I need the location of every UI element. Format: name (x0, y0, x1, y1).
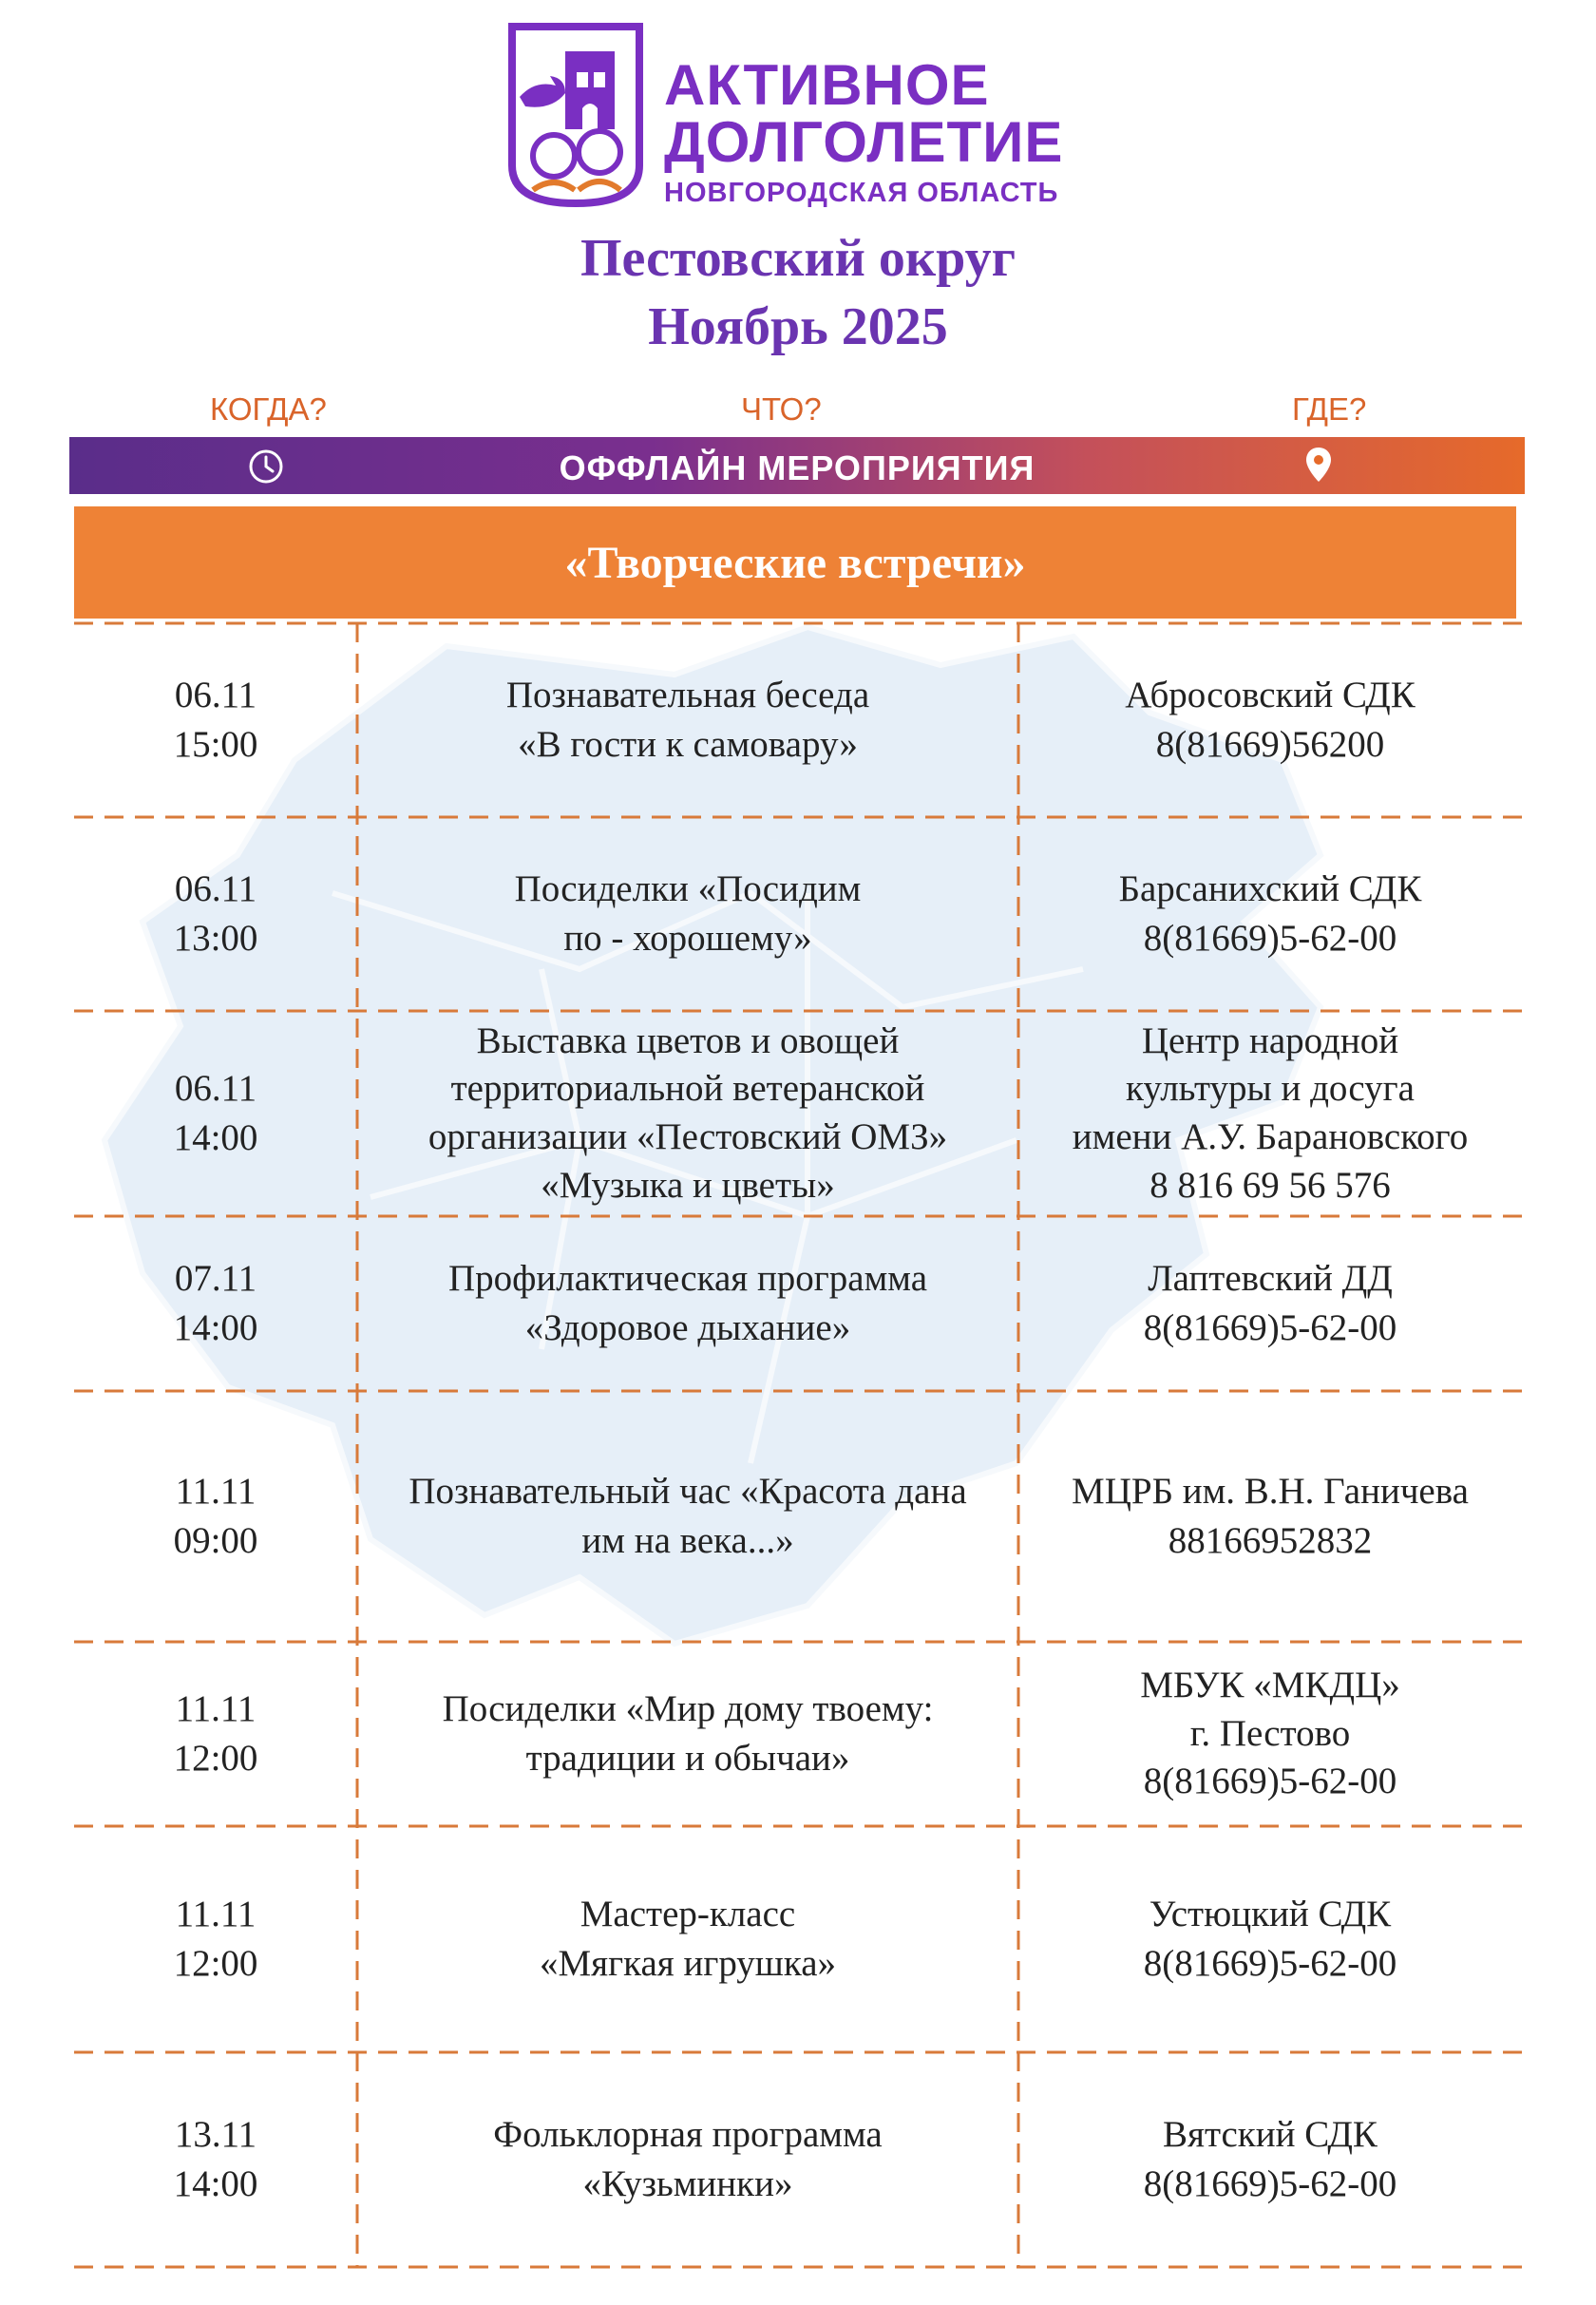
event-date: 06.11 (174, 867, 257, 909)
event-title-line: Фольклорная программа (493, 2113, 883, 2155)
header-when: КОГДА? (210, 391, 327, 427)
event-title-line: им на века...» (581, 1520, 794, 1561)
event-title-line: Мастер-класс (580, 1893, 796, 1934)
event-where (1018, 1642, 1522, 1826)
event-title-line: Посиделки «Мир дому твоему: (442, 1687, 934, 1729)
event-what (359, 623, 1016, 817)
event-title-line: «В гости к самовару» (518, 724, 858, 765)
page-title-district: Пестовский округ (580, 229, 1016, 288)
logo-text-line2: ДОЛГОЛЕТИЕ (664, 110, 1064, 174)
table-row (0, 1642, 1596, 1826)
event-when (74, 1011, 357, 1216)
event-venue-line: г. Пестово (1189, 1712, 1351, 1754)
event-where (1018, 1011, 1522, 1216)
event-where (1018, 1216, 1522, 1391)
event-when (74, 817, 357, 1011)
event-time: 15:00 (173, 724, 258, 765)
table-row (0, 1011, 1596, 1216)
table-row (0, 1826, 1596, 2052)
event-venue-line: Абросовский СДК (1125, 674, 1416, 715)
event-phone: 8(81669)5-62-00 (1143, 1761, 1397, 1802)
table-row (0, 623, 1596, 817)
event-what (359, 1216, 1016, 1391)
logo (506, 23, 1114, 213)
event-venue-line: Барсанихский СДК (1118, 867, 1422, 909)
event-date: 07.11 (174, 1257, 257, 1299)
event-what (359, 817, 1016, 1011)
event-title-line: Посиделки «Посидим (514, 867, 862, 909)
event-title-line: традиции и обычаи» (525, 1738, 850, 1779)
event-venue-line: МБУК «МКДЦ» (1140, 1664, 1400, 1705)
event-venue-line: Лаптевский ДД (1148, 1257, 1393, 1299)
event-title-line: «Музыка и цветы» (541, 1164, 835, 1206)
header-where: ГДЕ? (1292, 391, 1367, 427)
event-venue-line: имени А.У. Барановского (1072, 1116, 1469, 1157)
event-title-line: Выставка цветов и овощей (476, 1019, 900, 1061)
event-time: 14:00 (173, 1307, 258, 1348)
event-phone: 8 816 69 56 576 (1150, 1164, 1391, 1206)
event-where (1018, 2052, 1522, 2267)
event-time: 12:00 (173, 1943, 258, 1984)
band-label: ОФФЛАЙН МЕРОПРИЯТИЯ (559, 448, 1036, 487)
logo-text-region: НОВГОРОДСКАЯ ОБЛАСТЬ (664, 178, 1059, 208)
event-title-line: Познавательная беседа (505, 674, 870, 715)
event-time: 14:00 (173, 1117, 258, 1158)
event-title-line: «Мягкая игрушка» (539, 1943, 837, 1984)
event-date: 11.11 (175, 1687, 256, 1729)
logo-text-line1: АКТИВНОЕ (664, 53, 990, 117)
page-title-month: Ноябрь 2025 (648, 297, 948, 356)
event-time: 12:00 (173, 1738, 258, 1779)
section-title: «Творческие встречи» (74, 506, 1516, 619)
event-venue-line: культуры и досуга (1126, 1068, 1415, 1110)
event-title-line: территориальной ветеранской (450, 1068, 925, 1110)
event-date: 06.11 (174, 674, 257, 715)
event-when (74, 1391, 357, 1642)
event-venue-line: Центр народной (1141, 1019, 1399, 1061)
event-title-line: организации «Пестовский ОМЗ» (428, 1116, 948, 1157)
event-phone: 8(81669)5-62-00 (1143, 1943, 1397, 1984)
offline-events-band (69, 437, 1525, 494)
event-date: 11.11 (175, 1470, 256, 1512)
event-what (359, 1011, 1016, 1216)
event-time: 09:00 (173, 1520, 258, 1561)
event-where (1018, 623, 1522, 817)
event-where (1018, 817, 1522, 1011)
event-what (359, 1642, 1016, 1826)
event-when (74, 1216, 357, 1391)
event-what (359, 1391, 1016, 1642)
event-when (74, 2052, 357, 2267)
event-when (74, 1826, 357, 2052)
event-phone: 8(81669)5-62-00 (1143, 1307, 1397, 1348)
location-pin-icon (1304, 446, 1333, 484)
logo-emblem-icon (506, 23, 645, 207)
event-date: 11.11 (175, 1893, 256, 1934)
event-title-line: Профилактическая программа (447, 1257, 928, 1299)
event-phone: 88166952832 (1168, 1520, 1373, 1561)
event-when (74, 1642, 357, 1826)
event-when (74, 623, 357, 817)
event-venue-line: Устюцкий СДК (1149, 1893, 1392, 1934)
event-time: 14:00 (173, 2163, 258, 2204)
event-phone: 8(81669)56200 (1155, 724, 1385, 765)
table-row (0, 2052, 1596, 2267)
event-title-line: по - хорошему» (563, 918, 812, 959)
event-phone: 8(81669)5-62-00 (1143, 918, 1397, 959)
event-where (1018, 1826, 1522, 2052)
event-time: 13:00 (173, 918, 258, 959)
event-title-line: Познавательный час «Красота дана (408, 1470, 967, 1512)
event-where (1018, 1391, 1522, 1642)
event-title-line: «Кузьминки» (582, 2163, 793, 2204)
event-what (359, 1826, 1016, 2052)
event-date: 06.11 (174, 1067, 257, 1109)
event-venue-line: МЦРБ им. В.Н. Ганичева (1072, 1470, 1469, 1512)
event-date: 13.11 (174, 2113, 257, 2155)
event-what (359, 2052, 1016, 2267)
event-venue-line: Вятский СДК (1163, 2113, 1378, 2155)
event-title-line: «Здоровое дыхание» (524, 1307, 851, 1348)
header-what: ЧТО? (741, 391, 822, 427)
table-row (0, 1391, 1596, 1642)
table-row (0, 817, 1596, 1011)
table-row (0, 1216, 1596, 1391)
event-phone: 8(81669)5-62-00 (1143, 2163, 1397, 2204)
